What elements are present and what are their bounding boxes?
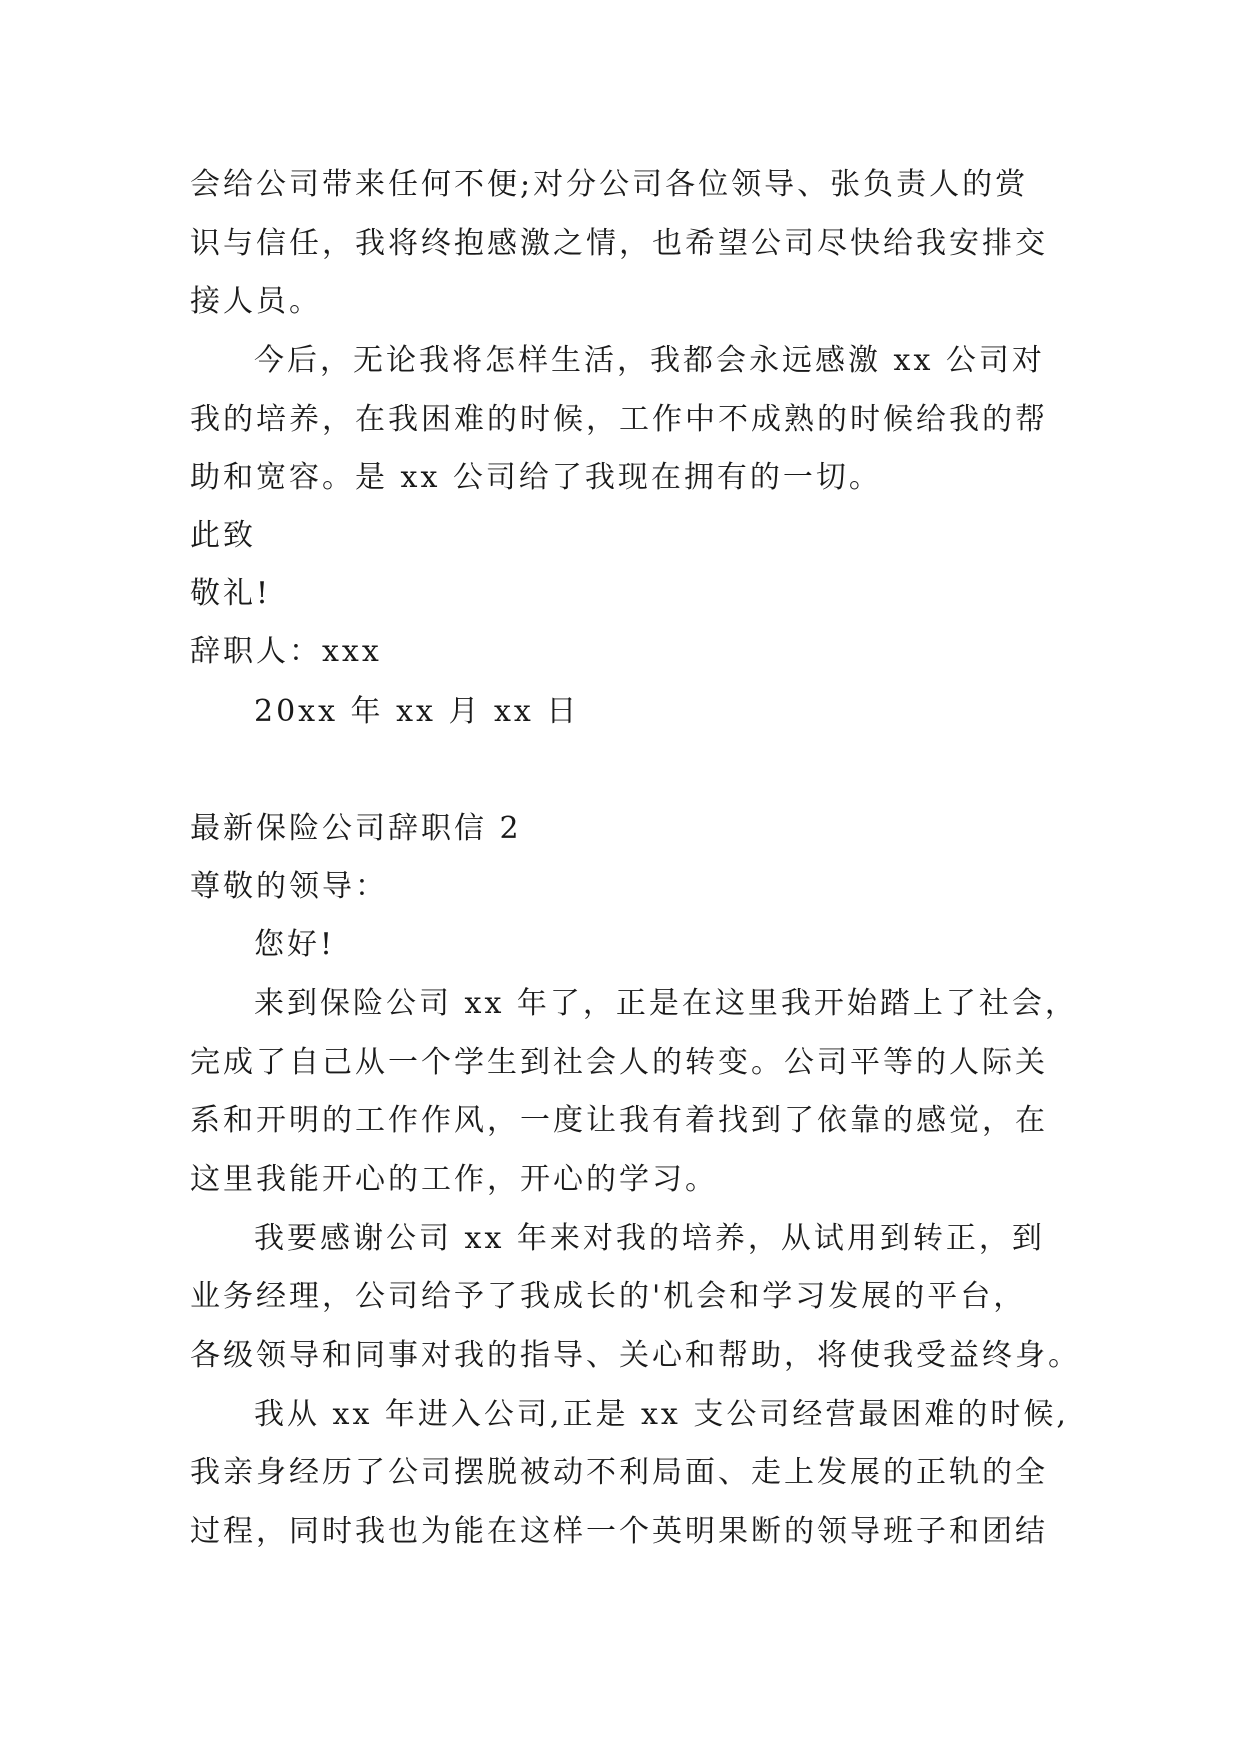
- paragraph-line: 完成了自己从一个学生到社会人的转变。公司平等的人际关: [190, 1045, 1048, 1080]
- greeting-line: 您好!: [254, 927, 336, 962]
- greeting-line: 尊敬的领导：: [190, 869, 388, 904]
- paragraph-line: 我从 xx 年进入公司,正是 xx 支公司经营最困难的时候,: [254, 1397, 1069, 1432]
- paragraph-line: 我的培养，在我困难的时候，工作中不成熟的时候给我的帮: [190, 402, 1048, 437]
- paragraph-line: 今后，无论我将怎样生活，我都会永远感激 xx 公司对: [254, 343, 1045, 378]
- paragraph-line: 我要感谢公司 xx 年来对我的培养，从试用到转正，到: [254, 1221, 1045, 1256]
- paragraph-line: 各级领导和同事对我的指导、关心和帮助，将使我受益终身。: [190, 1338, 1081, 1373]
- date-line: 20xx 年 xx 月 xx 日: [254, 694, 580, 729]
- paragraph-line: 过程，同时我也为能在这样一个英明果断的领导班子和团结: [190, 1514, 1048, 1549]
- closing-salutation: 敬礼!: [190, 576, 272, 611]
- section-title: 最新保险公司辞职信 2: [190, 811, 522, 846]
- paragraph-line: 我亲身经历了公司摆脱被动不利局面、走上发展的正轨的全: [190, 1455, 1048, 1490]
- paragraph-line: 会给公司带来任何不便;对分公司各位领导、张负责人的赏: [190, 167, 1029, 202]
- paragraph-line: 业务经理，公司给予了我成长的'机会和学习发展的平台，: [190, 1279, 1027, 1314]
- closing-line: 此致: [190, 518, 256, 553]
- paragraph-line: 系和开明的工作作风，一度让我有着找到了依靠的感觉，在: [190, 1103, 1048, 1138]
- signature-line: 辞职人：xxx: [190, 634, 382, 669]
- paragraph-line: 识与信任，我将终抱感激之情，也希望公司尽快给我安排交: [190, 226, 1048, 261]
- paragraph-line: 助和宽容。是 xx 公司给了我现在拥有的一切。: [190, 460, 882, 495]
- paragraph-line: 来到保险公司 xx 年了，正是在这里我开始踏上了社会，: [254, 986, 1078, 1021]
- paragraph-line: 这里我能开心的工作，开心的学习。: [190, 1162, 718, 1197]
- paragraph-line: 接人员。: [190, 284, 322, 319]
